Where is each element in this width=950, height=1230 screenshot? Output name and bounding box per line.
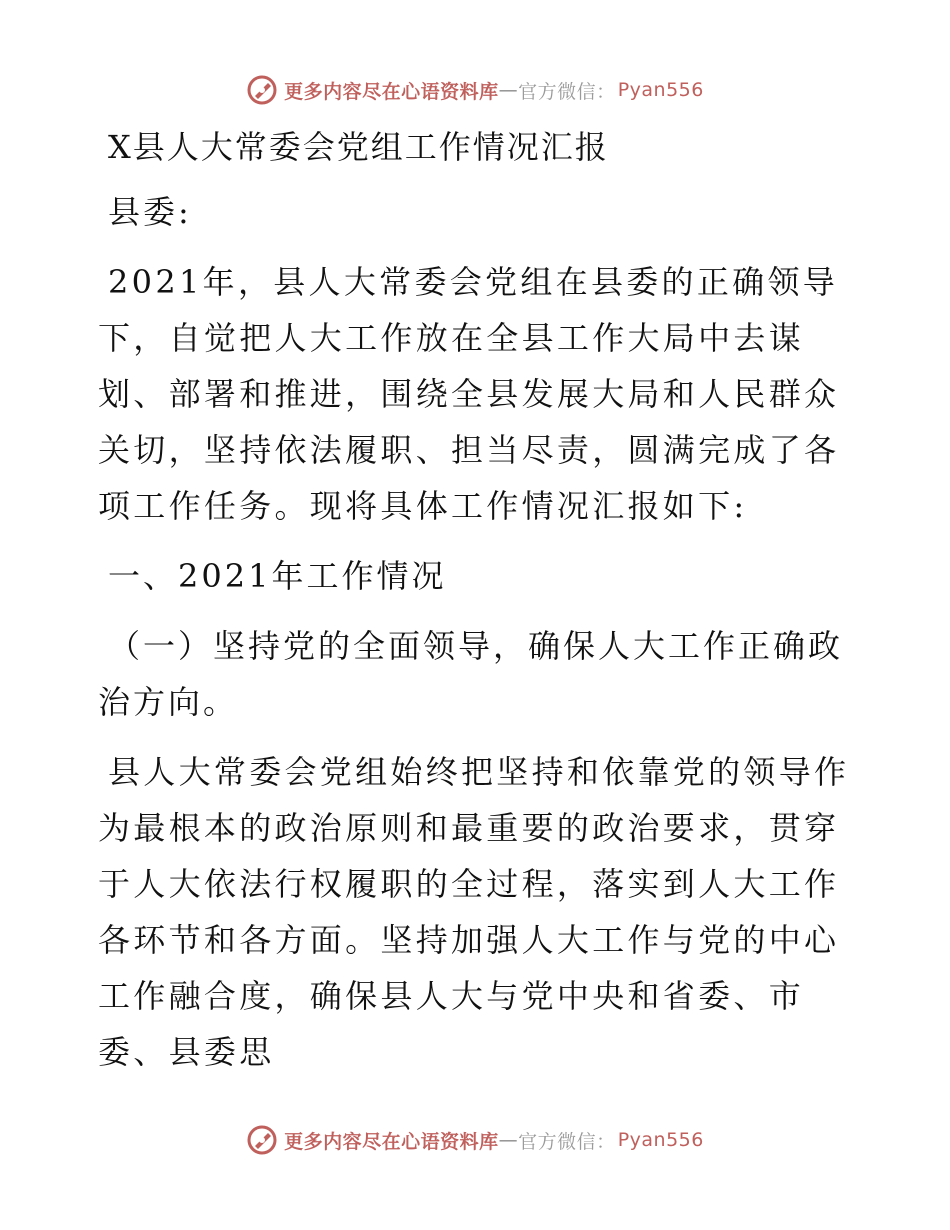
banner-dash: — — [498, 79, 519, 101]
document-body — [98, 124, 858, 1094]
header-watermark-banner — [0, 70, 950, 110]
footer-watermark-banner — [0, 1120, 950, 1160]
banner-wechat-id: Pyan556 — [617, 1129, 704, 1151]
brush-logo-icon — [246, 1124, 278, 1156]
document-title: X县人大常委会党组工作情况汇报 — [108, 128, 609, 166]
paragraph-intro: 2021年，县人大常委会党组在县委的正确领导下，自觉把人大工作放在全县工作大局中去谋划、部署和推进，围绕全县发展大局和人民群众关切，坚持依法履职、担当尽责，圆满完成了各项工作任务。现将具体工作情况汇报如下: — [98, 263, 840, 525]
section-heading: 一、2021年工作情况 — [108, 557, 447, 595]
brush-logo-icon — [246, 74, 278, 106]
banner-wechat-label: 官方微信： — [518, 80, 616, 103]
banner-wechat-id: Pyan556 — [617, 79, 704, 101]
banner-main-text: 更多内容尽在心语资料库 — [284, 80, 499, 103]
paragraph-body: 县人大常委会党组始终把坚持和依靠党的领导作为最根本的政治原则和最重要的政治要求，贯穿于人大依法行权履职的全过程，落实到人大工作各环节和各方面。坚持加强人大工作与党的中心工作融合度，确保县人大与党中央和省委、市委、县委思 — [98, 753, 850, 1071]
banner-dash: — — [498, 1129, 519, 1151]
banner-main-text: 更多内容尽在心语资料库 — [284, 1130, 499, 1153]
salutation: 县委: — [108, 193, 192, 231]
banner-wechat-label: 官方微信： — [518, 1130, 616, 1153]
subsection-heading: （一）坚持党的全面领导，确保人大工作正确政治方向。 — [98, 627, 844, 721]
